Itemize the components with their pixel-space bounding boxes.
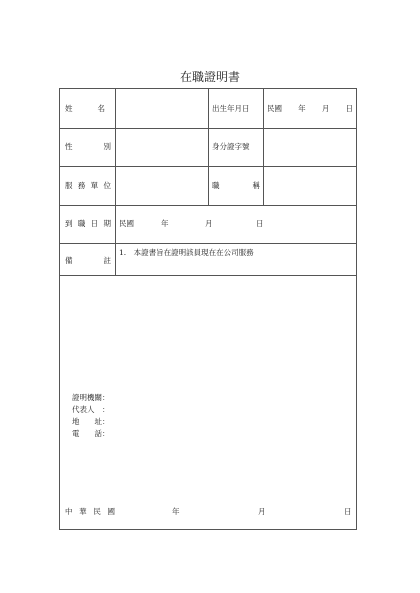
footer-month: 月	[258, 507, 266, 516]
position-field[interactable]	[265, 167, 355, 204]
row-divider	[60, 243, 356, 244]
row-divider	[60, 275, 356, 276]
name-field[interactable]	[117, 90, 207, 127]
issuer-phone-label: 電 話：	[72, 429, 110, 438]
gender-label: 性 別	[65, 142, 111, 151]
id-number-label: 身分證字號	[212, 142, 250, 151]
column-divider	[115, 89, 116, 276]
column-divider	[263, 89, 264, 205]
document-title: 在職證明書	[179, 70, 240, 84]
start-date-label: 到 職 日 期	[65, 219, 111, 228]
service-unit-label: 服 務 單 位	[65, 181, 111, 190]
column-divider	[208, 89, 209, 205]
remark-label: 備 註	[65, 256, 111, 265]
issuer-address-label: 地 址：	[72, 417, 110, 426]
row-divider	[60, 205, 356, 206]
service-unit-field[interactable]	[117, 167, 207, 204]
certificate-form: 姓 名 出生年月日 民國 年 月 日 性 別 身分證字號 服 務 單 位 職 稱 到 職 日 期 民國 年 月 日 備 註 1. 本證書旨在證明該員現在在公司服務 證明機關： 代表人 ： 地 址： 電 話： 中 華 民 國 年 月 日	[59, 88, 357, 530]
id-number-field[interactable]	[265, 129, 355, 165]
name-label: 姓 名	[65, 104, 105, 113]
footer-year: 年	[172, 507, 180, 516]
issuer-org-label: 證明機關：	[72, 393, 110, 402]
position-label: 職 稱	[212, 181, 260, 190]
birth-label: 出生年月日	[212, 104, 250, 113]
issuer-rep-label: 代表人 ：	[72, 405, 110, 414]
birth-date-field[interactable]: 民國 年 月 日	[267, 104, 353, 113]
gender-field[interactable]	[117, 129, 207, 165]
remark-text: 1. 本證書旨在證明該員現在在公司服務	[119, 248, 254, 257]
footer-day: 日	[344, 507, 352, 516]
footer-date-prefix: 中 華 民 國	[65, 507, 115, 516]
